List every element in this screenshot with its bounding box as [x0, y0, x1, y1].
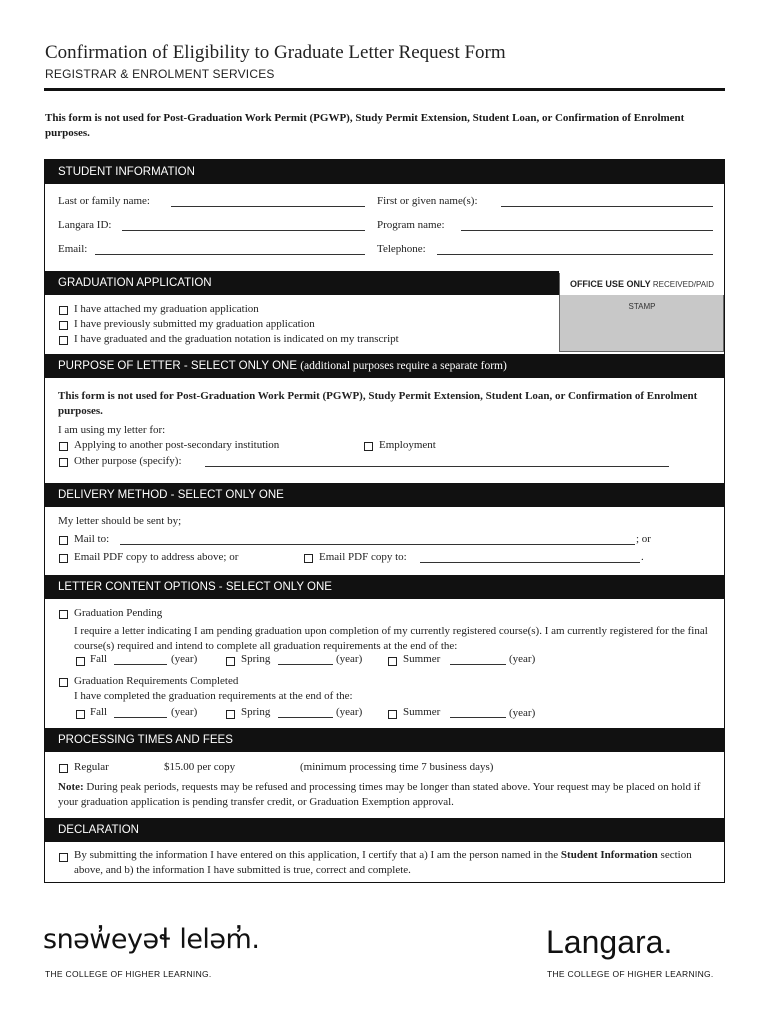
pending-spring-year-field[interactable]	[278, 664, 333, 665]
checkbox-previously-submitted[interactable]	[59, 321, 68, 330]
pending-spring-year-label: (year)	[336, 653, 363, 665]
delivery-intro: My letter should be sent by;	[58, 515, 182, 527]
office-use-label	[559, 273, 724, 311]
langara-logo: Langara.	[546, 924, 673, 960]
section-header-declaration: DECLARATION	[45, 818, 724, 842]
graduation-pending-text: I require a letter indicating I am pending graduation upon completion of my currently registered course(s). I am currently registered for the final course(s) required and intend to complete all graduation requirements at the end of the:	[74, 625, 708, 652]
checkbox-pending-fall[interactable]	[76, 657, 85, 666]
checkbox-declaration[interactable]	[59, 853, 68, 862]
checkbox-requirements-completed[interactable]	[59, 678, 68, 687]
last-name-field[interactable]	[171, 206, 365, 207]
option-email-pdf-above: Email PDF copy to address above; or	[74, 551, 239, 563]
mail-suffix: ; or	[636, 533, 651, 545]
completed-fall-label: Fall	[90, 706, 108, 718]
top-notice: This form is not used for Post-Graduation Work Permit (PGWP), Study Permit Extension, Student Loan, or Confirmation of Enrolment purposes.	[45, 112, 685, 139]
option-mail: Mail to:	[74, 533, 110, 545]
option-employment: Employment	[379, 439, 436, 451]
pending-spring-label: Spring	[241, 653, 271, 665]
form-title: Confirmation of Eligibility to Graduate Letter Request Form	[45, 42, 506, 63]
option-attached-application: I have attached my graduation application	[74, 303, 259, 315]
pending-summer-year-field[interactable]	[450, 664, 506, 665]
first-name-field[interactable]	[501, 206, 713, 207]
option-other-purpose: Other purpose (specify):	[74, 455, 182, 467]
other-purpose-field[interactable]	[205, 466, 669, 467]
checkbox-already-graduated[interactable]	[59, 336, 68, 345]
processing-note-label: Note:	[58, 781, 84, 793]
checkbox-other-purpose[interactable]	[59, 458, 68, 467]
checkbox-regular[interactable]	[59, 764, 68, 773]
completed-summer-label: Summer	[403, 706, 441, 718]
option-previously-submitted: I have previously submitted my graduation application	[74, 318, 315, 330]
checkbox-completed-summer[interactable]	[388, 710, 397, 719]
checkbox-pending-spring[interactable]	[226, 657, 235, 666]
email-pdf-suffix: .	[641, 551, 644, 563]
received-paid-stamp: RECEIVED/PAID STAMP	[628, 280, 715, 311]
telephone-label: Telephone:	[377, 243, 426, 255]
checkbox-email-pdf-to[interactable]	[304, 554, 313, 563]
first-name-label: First or given name(s):	[377, 195, 478, 207]
checkbox-post-secondary[interactable]	[59, 442, 68, 451]
option-already-graduated: I have graduated and the graduation notation is indicated on my transcript	[74, 333, 399, 345]
checkbox-employment[interactable]	[364, 442, 373, 451]
indigenous-name-logo: snəw̓eyəɬ leləm̓.	[43, 924, 260, 955]
regular-price: $15.00 per copy	[164, 761, 236, 773]
declaration-student-information: Student Information	[560, 849, 658, 861]
section-header-letter-content: LETTER CONTENT OPTIONS - SELECT ONLY ONE	[45, 575, 724, 599]
requirements-completed-text: I have completed the graduation requirements at the end of the:	[74, 690, 353, 702]
requirements-completed-label: Graduation Requirements Completed	[74, 675, 239, 687]
checkbox-completed-spring[interactable]	[226, 710, 235, 719]
mail-address-field[interactable]	[120, 544, 635, 545]
pending-fall-year-label: (year)	[171, 653, 198, 665]
purpose-heading: PURPOSE OF LETTER - SELECT ONLY ONE	[58, 360, 298, 372]
section-header-graduation-application: GRADUATION APPLICATION	[45, 271, 559, 295]
last-name-label: Last or family name:	[58, 195, 150, 207]
processing-note	[58, 780, 718, 810]
office-use-only: OFFICE USE ONLY	[569, 279, 651, 289]
checkbox-pending-summer[interactable]	[388, 657, 397, 666]
email-label: Email:	[58, 243, 88, 255]
regular-processing-time: (minimum processing time 7 business days)	[300, 761, 494, 773]
pending-summer-label: Summer	[403, 653, 441, 665]
checkbox-completed-fall[interactable]	[76, 710, 85, 719]
checkbox-graduation-pending[interactable]	[59, 610, 68, 619]
langara-id-field[interactable]	[122, 230, 365, 231]
option-email-pdf-to: Email PDF copy to:	[319, 551, 407, 563]
option-post-secondary: Applying to another post-secondary institution	[74, 439, 280, 451]
email-pdf-address-field[interactable]	[420, 562, 640, 563]
completed-spring-year-label: (year)	[336, 706, 363, 718]
program-name-label: Program name:	[377, 219, 445, 231]
section-header-student-information: STUDENT INFORMATION	[45, 160, 724, 184]
processing-note-text: During peak periods, requests may be refused and processing times may be longer than stated above. Your request may be placed on hold if your graduation application is pending transfer credit, or Graduation Exemption approval.	[58, 781, 701, 808]
langara-id-label: Langara ID:	[58, 219, 112, 231]
section-header-delivery: DELIVERY METHOD - SELECT ONLY ONE	[45, 483, 724, 507]
department-subtitle: REGISTRAR & ENROLMENT SERVICES	[45, 67, 275, 81]
checkbox-attached-application[interactable]	[59, 306, 68, 315]
tagline-left: THE COLLEGE OF HIGHER LEARNING.	[45, 969, 212, 979]
pending-summer-year-label: (year)	[509, 653, 536, 665]
graduation-pending-label: Graduation Pending	[74, 607, 163, 619]
program-name-field[interactable]	[461, 230, 713, 231]
declaration-text-part2: section above, and b) the information I have submitted is true, correct and complete.	[74, 849, 692, 876]
email-field[interactable]	[95, 254, 365, 255]
completed-spring-year-field[interactable]	[278, 717, 333, 718]
pending-fall-label: Fall	[90, 653, 108, 665]
completed-spring-label: Spring	[241, 706, 271, 718]
declaration-text	[74, 848, 714, 878]
completed-fall-year-label: (year)	[171, 706, 198, 718]
tagline-right: THE COLLEGE OF HIGHER LEARNING.	[547, 969, 714, 979]
declaration-text-part1: By submitting the information I have entered on this application, I certify that a) I am the person named in the	[74, 849, 559, 861]
completed-summer-year-field[interactable]	[450, 717, 506, 718]
completed-fall-year-field[interactable]	[114, 717, 167, 718]
purpose-heading-note: (additional purposes require a separate form)	[300, 360, 507, 372]
completed-summer-year-label: (year)	[509, 707, 536, 719]
telephone-field[interactable]	[437, 254, 713, 255]
regular-option: Regular	[74, 761, 109, 773]
section-header-purpose	[45, 354, 724, 378]
checkbox-email-pdf-above[interactable]	[59, 554, 68, 563]
request-form	[44, 159, 725, 883]
checkbox-mail[interactable]	[59, 536, 68, 545]
purpose-notice: This form is not used for Post-Graduation Work Permit (PGWP), Study Permit Extension, Student Loan, or Confirmation of Enrolment purposes.	[58, 390, 698, 417]
purpose-intro: I am using my letter for:	[58, 424, 166, 436]
section-header-processing: PROCESSING TIMES AND FEES	[45, 728, 724, 752]
pending-fall-year-field[interactable]	[114, 664, 167, 665]
title-divider	[44, 88, 725, 91]
